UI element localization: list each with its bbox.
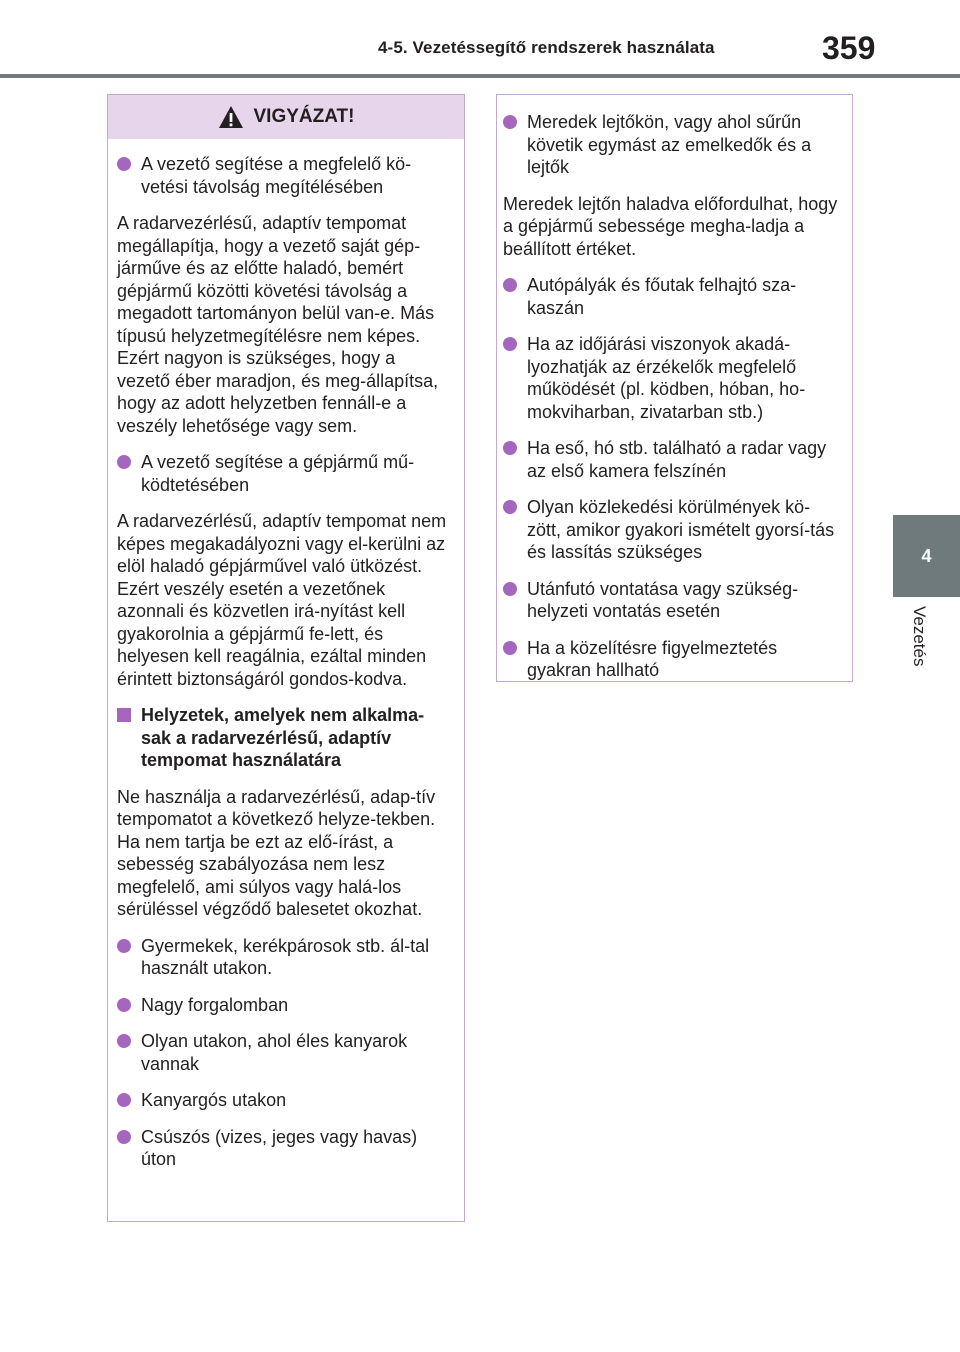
bullet-dot-icon: [117, 1093, 131, 1107]
block-text: A vezető segítése a megfelelő kö-vetési távolság megítélésében: [141, 154, 412, 197]
bullet-item: [503, 274, 840, 319]
block-text: Ha eső, hó stb. található a radar vagy az első kamera felszínén: [527, 438, 827, 481]
block-text: Helyzetek, amelyek nem alkalma-sak a radarvezérlésű, adaptív tempomat használatára: [141, 705, 425, 770]
bullet-dot-icon: [117, 157, 131, 171]
caution-box-right: [496, 94, 853, 682]
bullet-item: [503, 111, 840, 179]
block-text: Olyan utakon, ahol éles kanyarok vannak: [141, 1031, 408, 1074]
bullet-item: [117, 451, 452, 496]
caution-header: [108, 95, 464, 139]
block-text: A radarvezérlésű, adaptív tempomat megállapítja, hogy a vezető saját gép-járműve és az előtte haladó, bemért gépjármű közötti követési távolság a megadott tartományon belül van-e. Más típusú helyzetmegítélésre nem képes. Ezért nagyon is szükséges, hogy a vezető éber maradjon, és meg-állapítsa, hogy az adott helyzetben fennáll-e a veszély lehetősége vagy sem.: [117, 213, 439, 436]
bullet-dot-icon: [117, 998, 131, 1012]
bullet-dot-icon: [503, 500, 517, 514]
chapter-tab[interactable]: [893, 515, 960, 597]
caution-content-right: [497, 95, 852, 682]
caution-box-left: [107, 94, 465, 1222]
block-text: Kanyargós utakon: [141, 1090, 287, 1110]
bullet-dot-icon: [503, 641, 517, 655]
bullet-item: [503, 437, 840, 482]
bullet-dot-icon: [503, 278, 517, 292]
bullet-item: [503, 333, 840, 423]
bullet-item: [117, 1126, 452, 1171]
bullet-item: [503, 637, 840, 682]
block-text: A radarvezérlésű, adaptív tempomat nem képes megakadályozni vagy el-kerülni az elöl haladó gépjárművel való ütközést. Ezért veszély esetén a vezetőnek azonnali és közvetlen irá-nyítást kell gyakorolnia a gépjármű fe-lett, és helyesen kell reagálnia, ezáltal minden érintett biztonságáról gondos-kodva.: [117, 511, 447, 689]
bullet-dot-icon: [503, 337, 517, 351]
bullet-item: [117, 935, 452, 980]
block-text: Ha a közelítésre figyelmeztetés gyakran hallható: [527, 637, 778, 680]
bullet-dot-icon: [503, 441, 517, 455]
header-rule: [0, 74, 960, 78]
block-text: Ha az időjárási viszonyok akadá-lyozhatják az érzékelők megfelelő működését (pl. ködben, hóban, ho-mokviharban, zivatarban stb.): [527, 334, 806, 422]
block-text: Csúszós (vizes, jeges vagy havas) úton: [141, 1126, 418, 1169]
block-text: Ne használja a radarvezérlésű, adap-tív tempomatot a következő helyze-tekben. Ha nem tartja be ezt az elő-írást, a sebesség szabályozása nem lesz megfelelő, ami súlyos vagy halá-los sérüléssel végződő balesetet okozhat.: [117, 786, 436, 919]
bullet-item: [117, 1089, 452, 1112]
bullet-dot-icon: [503, 582, 517, 596]
block-text: Utánfutó vontatása vagy szükség-helyzeti vontatás esetén: [527, 578, 799, 621]
bullet-dot-icon: [117, 1130, 131, 1144]
section-heading: [117, 704, 452, 772]
block-text: Nagy forgalomban: [141, 994, 289, 1015]
bullet-dot-icon: [117, 455, 131, 469]
caution-heading: VIGYÁZAT!: [253, 106, 355, 127]
bullet-item: [503, 578, 840, 623]
bullet-dot-icon: [117, 1034, 131, 1048]
paragraph: [117, 212, 452, 437]
caution-content-left: [108, 153, 464, 1171]
block-text: Gyermekek, kerékpárosok stb. ál-tal használt utakon.: [141, 935, 430, 978]
paragraph: [503, 193, 840, 261]
chapter-title: 4-5. Vezetéssegítő rendszerek használata: [378, 38, 715, 57]
paragraph: [117, 510, 452, 690]
paragraph: [117, 786, 452, 921]
block-text: Autópályák és főutak felhajtó sza-kaszán: [527, 275, 797, 318]
block-text: Olyan közlekedési körülmények kö-zött, amikor gyakori ismételt gyorsí-tás és lassítás szükséges: [527, 497, 835, 562]
page-number: 359: [822, 30, 876, 66]
chapter-tab-number: 4: [921, 545, 932, 566]
block-text: A vezető segítése a gépjármű mű-ködtetésében: [141, 452, 415, 495]
chapter-tab-label: Vezetés: [910, 606, 929, 667]
bullet-dot-icon: [503, 115, 517, 129]
bullet-item: [117, 1030, 452, 1075]
section-square-icon: [117, 708, 131, 722]
bullet-item: [117, 153, 452, 198]
bullet-item: [117, 994, 452, 1017]
block-text: Meredek lejtőn haladva előfordulhat, hogy a gépjármű sebessége megha-ladja a beállított értéket.: [503, 193, 838, 259]
block-text: Meredek lejtőkön, vagy ahol sűrűn követik egymást az emelkedők és a lejtők: [527, 112, 812, 177]
warning-icon: [218, 105, 244, 129]
bullet-item: [503, 496, 840, 564]
bullet-dot-icon: [117, 939, 131, 953]
